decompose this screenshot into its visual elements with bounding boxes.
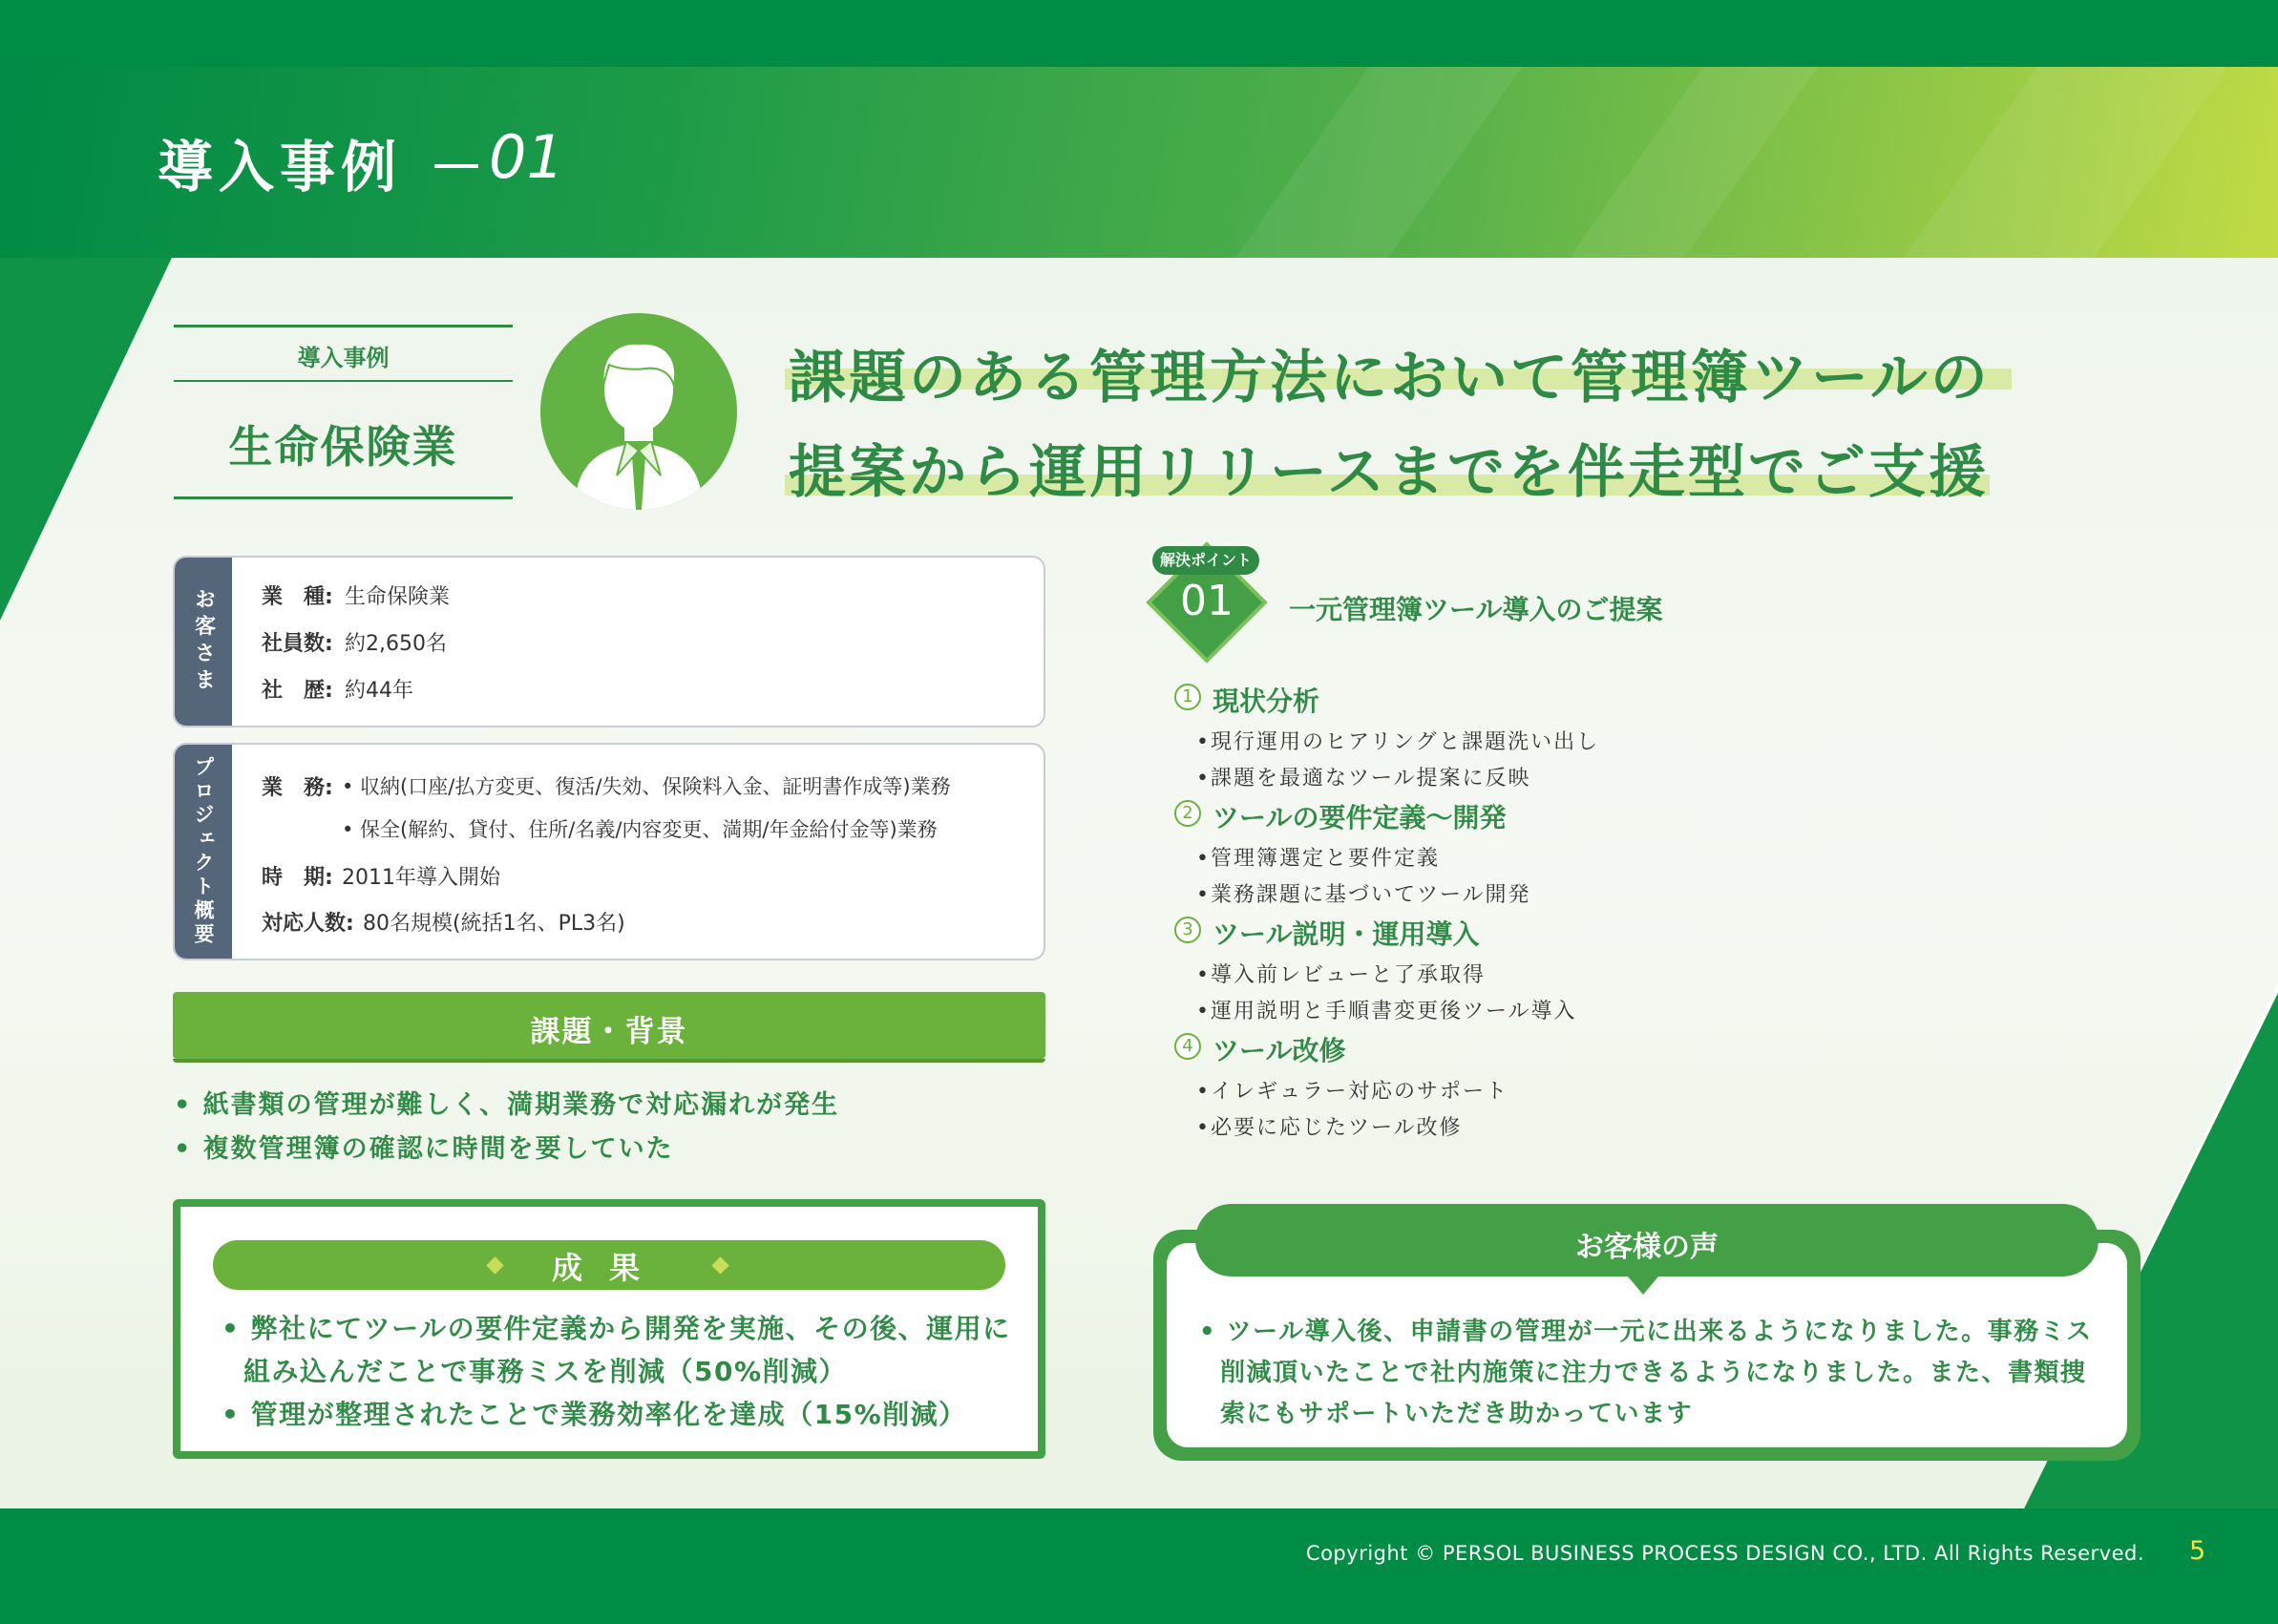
step-item: •業務課題に基づいてツール開発 [1196,883,1531,907]
info-value: 2011年導入開始 [342,866,500,890]
customer-tab: お客さま [175,558,232,726]
issue-item: • 複数管理簿の確認に時間を要していた [174,1134,674,1164]
step-item: •導入前レビューと了承取得 [1196,963,1486,987]
speech-pointer-icon [1622,1270,1664,1295]
title-dash [434,164,478,168]
page-title: 導入事例 [158,135,403,200]
divider [174,380,513,382]
voice-line: • ツール導入後、申請書の管理が一元に出来るようになりました。事務ミス [1199,1318,2093,1346]
industry-name: 生命保険業 [228,421,458,473]
issue-item: • 紙書類の管理が難しく、満期業務で対応漏れが発生 [174,1090,840,1120]
step-item: •運用説明と手順書変更後ツール導入 [1196,1000,1577,1023]
step-title: ツール改修 [1213,1035,1346,1066]
step-title: ツール説明・運用導入 [1213,918,1480,950]
step-number-icon: 1 [1174,684,1201,710]
info-value: • 収納(口座/払方変更、復活/失効、保険料入金、証明書作成等)業務 [342,775,951,798]
headline-line-1: 課題のある管理方法において管理簿ツールの [789,345,1991,411]
step-title: 現状分析 [1213,685,1320,717]
info-value: 約2,650名 [345,632,447,656]
step-number-icon: 4 [1174,1033,1201,1060]
voice-line: 索にもサポートいただき助かっています [1220,1400,1694,1428]
footer-band [0,1508,2278,1624]
customer-card [173,556,1045,728]
step-number-icon: 3 [1174,917,1201,943]
divider [174,496,513,499]
step-number-icon: 2 [1174,800,1201,827]
info-label: 社 歴: [262,679,333,703]
page-number: 5 [2189,1536,2206,1566]
step-item: •現行運用のヒアリングと課題洗い出し [1196,730,1600,754]
info-value: 生命保険業 [345,585,451,609]
top-strip [0,0,2278,67]
voice-title: お客様の声 [1575,1231,1719,1264]
avatar-icon [540,313,737,510]
step-item: •イレギュラー対応のサポート [1196,1080,1508,1104]
industry-label: 導入事例 [297,345,390,371]
info-value: • 保全(解約、貸付、住所/名義/内容変更、満期/年金給付金等)業務 [342,818,938,841]
info-value: 80名規模(統括1名、PL3名) [363,912,625,936]
step-item: •課題を最適なツール提案に反映 [1196,767,1531,791]
solution-title: 一元管理簿ツール導入のご提案 [1289,594,1663,625]
project-card [173,743,1045,960]
step-item: •管理簿選定と要件定義 [1196,847,1440,871]
page-title-number: 01 [489,122,564,192]
info-value: 約44年 [345,679,413,703]
issue-title: 課題・背景 [530,1015,688,1049]
solution-number: 01 [1180,577,1234,625]
voice-line: 削減頂いたことで社内施策に注力できるようになりました。また、書類捜 [1220,1359,2087,1387]
headline-line-2: 提案から運用リリースまでを伴走型でご支援 [789,439,1989,506]
step-title: ツールの要件定義～開発 [1213,802,1507,833]
info-label: 対応人数: [262,912,354,936]
info-label: 時 期: [262,866,333,890]
result-title: 成果 [551,1250,666,1286]
divider [174,325,513,327]
copyright-text: Copyright © PERSOL BUSINESS PROCESS DESIGN CO., LTD. All Rights Reserved. [1305,1542,2144,1565]
result-item: • 管理が整理されたことで業務効率化を達成（15%削減） [221,1399,967,1430]
result-item: • 弊社にてツールの要件定義から開発を実施、その後、運用に [221,1313,1011,1344]
step-item: •必要に応じたツール改修 [1196,1116,1463,1140]
info-label: 業 種: [262,585,333,609]
info-label: 社員数: [262,632,333,656]
info-label: 業 務: [262,776,333,800]
project-tab: プロジェクト概要 [175,745,232,959]
solution-badge: 解決ポイント [1152,546,1259,575]
result-item: 組み込んだことで事務ミスを削減（50%削減） [243,1356,848,1387]
